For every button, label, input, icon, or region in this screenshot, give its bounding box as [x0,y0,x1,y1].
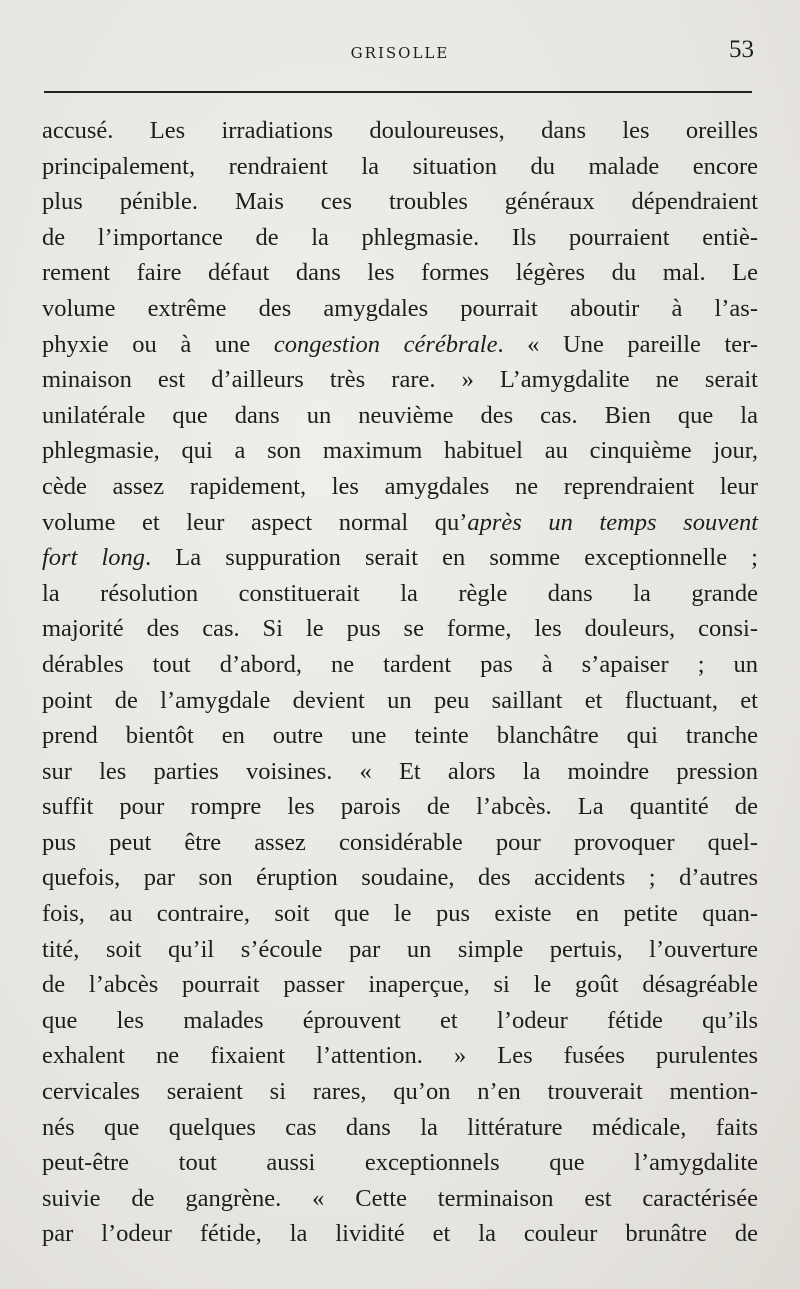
text-line [42,932,758,968]
text-run: rement faire défaut dans les formes légères du mal. Le [42,259,758,287]
text-line [42,469,758,505]
text-line [42,433,758,469]
text-run: . « Une pareille ter- [497,330,758,358]
text-line [42,1110,758,1146]
italic-text: fort long [42,544,146,572]
text-line [42,860,758,896]
header-rule [44,91,752,93]
text-line [42,789,758,825]
text-run: suffit pour rompre les parois de l’abcès. La quantité de [42,793,758,821]
text-run: nés que quelques cas dans la littérature médicale, faits [42,1113,758,1141]
text-run: la résolution constituerait la règle dans la grande [42,579,758,607]
text-run: volume extrême des amygdales pourrait aboutir à l’as- [42,294,758,322]
text-run: peut-être tout aussi exceptionnels que l’amygdalite [42,1149,758,1177]
text-line [42,896,758,932]
text-run: cède assez rapidement, les amygdales ne reprendraient leur [42,472,758,500]
text-run: accusé. Les irradiations douloureuses, dans les oreilles [42,117,758,144]
text-run: que les malades éprouvent et l’odeur fétide qu’ils [42,1006,758,1034]
body-text [42,113,758,1252]
text-line [42,1038,758,1074]
text-run: cervicales seraient si rares, qu’on n’en trouverait mention- [42,1078,758,1106]
text-run: plus pénible. Mais ces troubles généraux dépendraient [42,188,758,216]
text-line [42,327,758,363]
text-line [42,718,758,754]
text-run: majorité des cas. Si le pus se forme, les douleurs, consi- [42,615,758,643]
text-line [42,255,758,291]
text-run: prend bientôt en outre une teinte blanchâtre qui tranche [42,722,758,750]
text-line [42,291,758,327]
text-run: volume et leur aspect normal qu’ [42,508,468,536]
text-run: par l’odeur fétide, la lividité et la couleur brunâtre de [42,1220,758,1248]
text-run: principalement, rendraient la situation du malade encore [42,152,758,180]
text-line [42,540,758,576]
italic-text: après un temps souvent [467,508,758,536]
text-run: de l’abcès pourrait passer inaperçue, si le goût désagréable [42,971,758,999]
text-run: minaison est d’ailleurs très rare. » L’amygdalite ne serait [42,366,758,394]
text-line [42,825,758,861]
text-run: phyxie ou à une [42,330,274,358]
text-run: dérables tout d’abord, ne tardent pas à s’apaiser ; un [42,650,758,678]
text-line [42,683,758,719]
text-line [42,1074,758,1110]
text-run: point de l’amygdale devient un peu saillant et fluctuant, et [42,686,758,714]
text-line [42,647,758,683]
text-line [42,220,758,256]
text-run: unilatérale que dans un neuvième des cas. Bien que la [42,401,758,429]
text-line [42,1145,758,1181]
text-run: quefois, par son éruption soudaine, des accidents ; d’autres [42,864,758,892]
text-line [42,113,758,149]
text-line [42,184,758,220]
text-run: sur les parties voisines. « Et alors la moindre pression [42,757,758,785]
running-head [0,36,800,72]
text-run: suivie de gangrène. « Cette terminaison est caractérisée [42,1184,758,1212]
text-run: fois, au contraire, soit que le pus existe en petite quan- [42,900,758,928]
text-line [42,1003,758,1039]
text-line [42,362,758,398]
text-line [42,611,758,647]
text-line [42,754,758,790]
text-line [42,1181,758,1217]
text-line [42,967,758,1003]
text-line [42,1216,758,1252]
text-line [42,398,758,434]
text-run: exhalent ne fixaient l’attention. » Les fusées purulentes [42,1042,758,1070]
text-run: de l’importance de la phlegmasie. Ils pourraient entiè- [42,223,758,251]
text-line [42,576,758,612]
text-line [42,149,758,185]
running-title: GRISOLLE [350,44,450,62]
page-number: 53 [729,36,754,63]
italic-text: congestion cérébrale [273,330,498,358]
text-run: . La suppuration serait en somme exceptionnelle ; [145,544,758,572]
text-run: pus peut être assez considérable pour provoquer quel- [42,828,758,856]
text-line [42,505,758,541]
text-run: tité, soit qu’il s’écoule par un simple pertuis, l’ouverture [42,935,758,963]
text-run: phlegmasie, qui a son maximum habituel au cinquième jour, [42,437,758,465]
